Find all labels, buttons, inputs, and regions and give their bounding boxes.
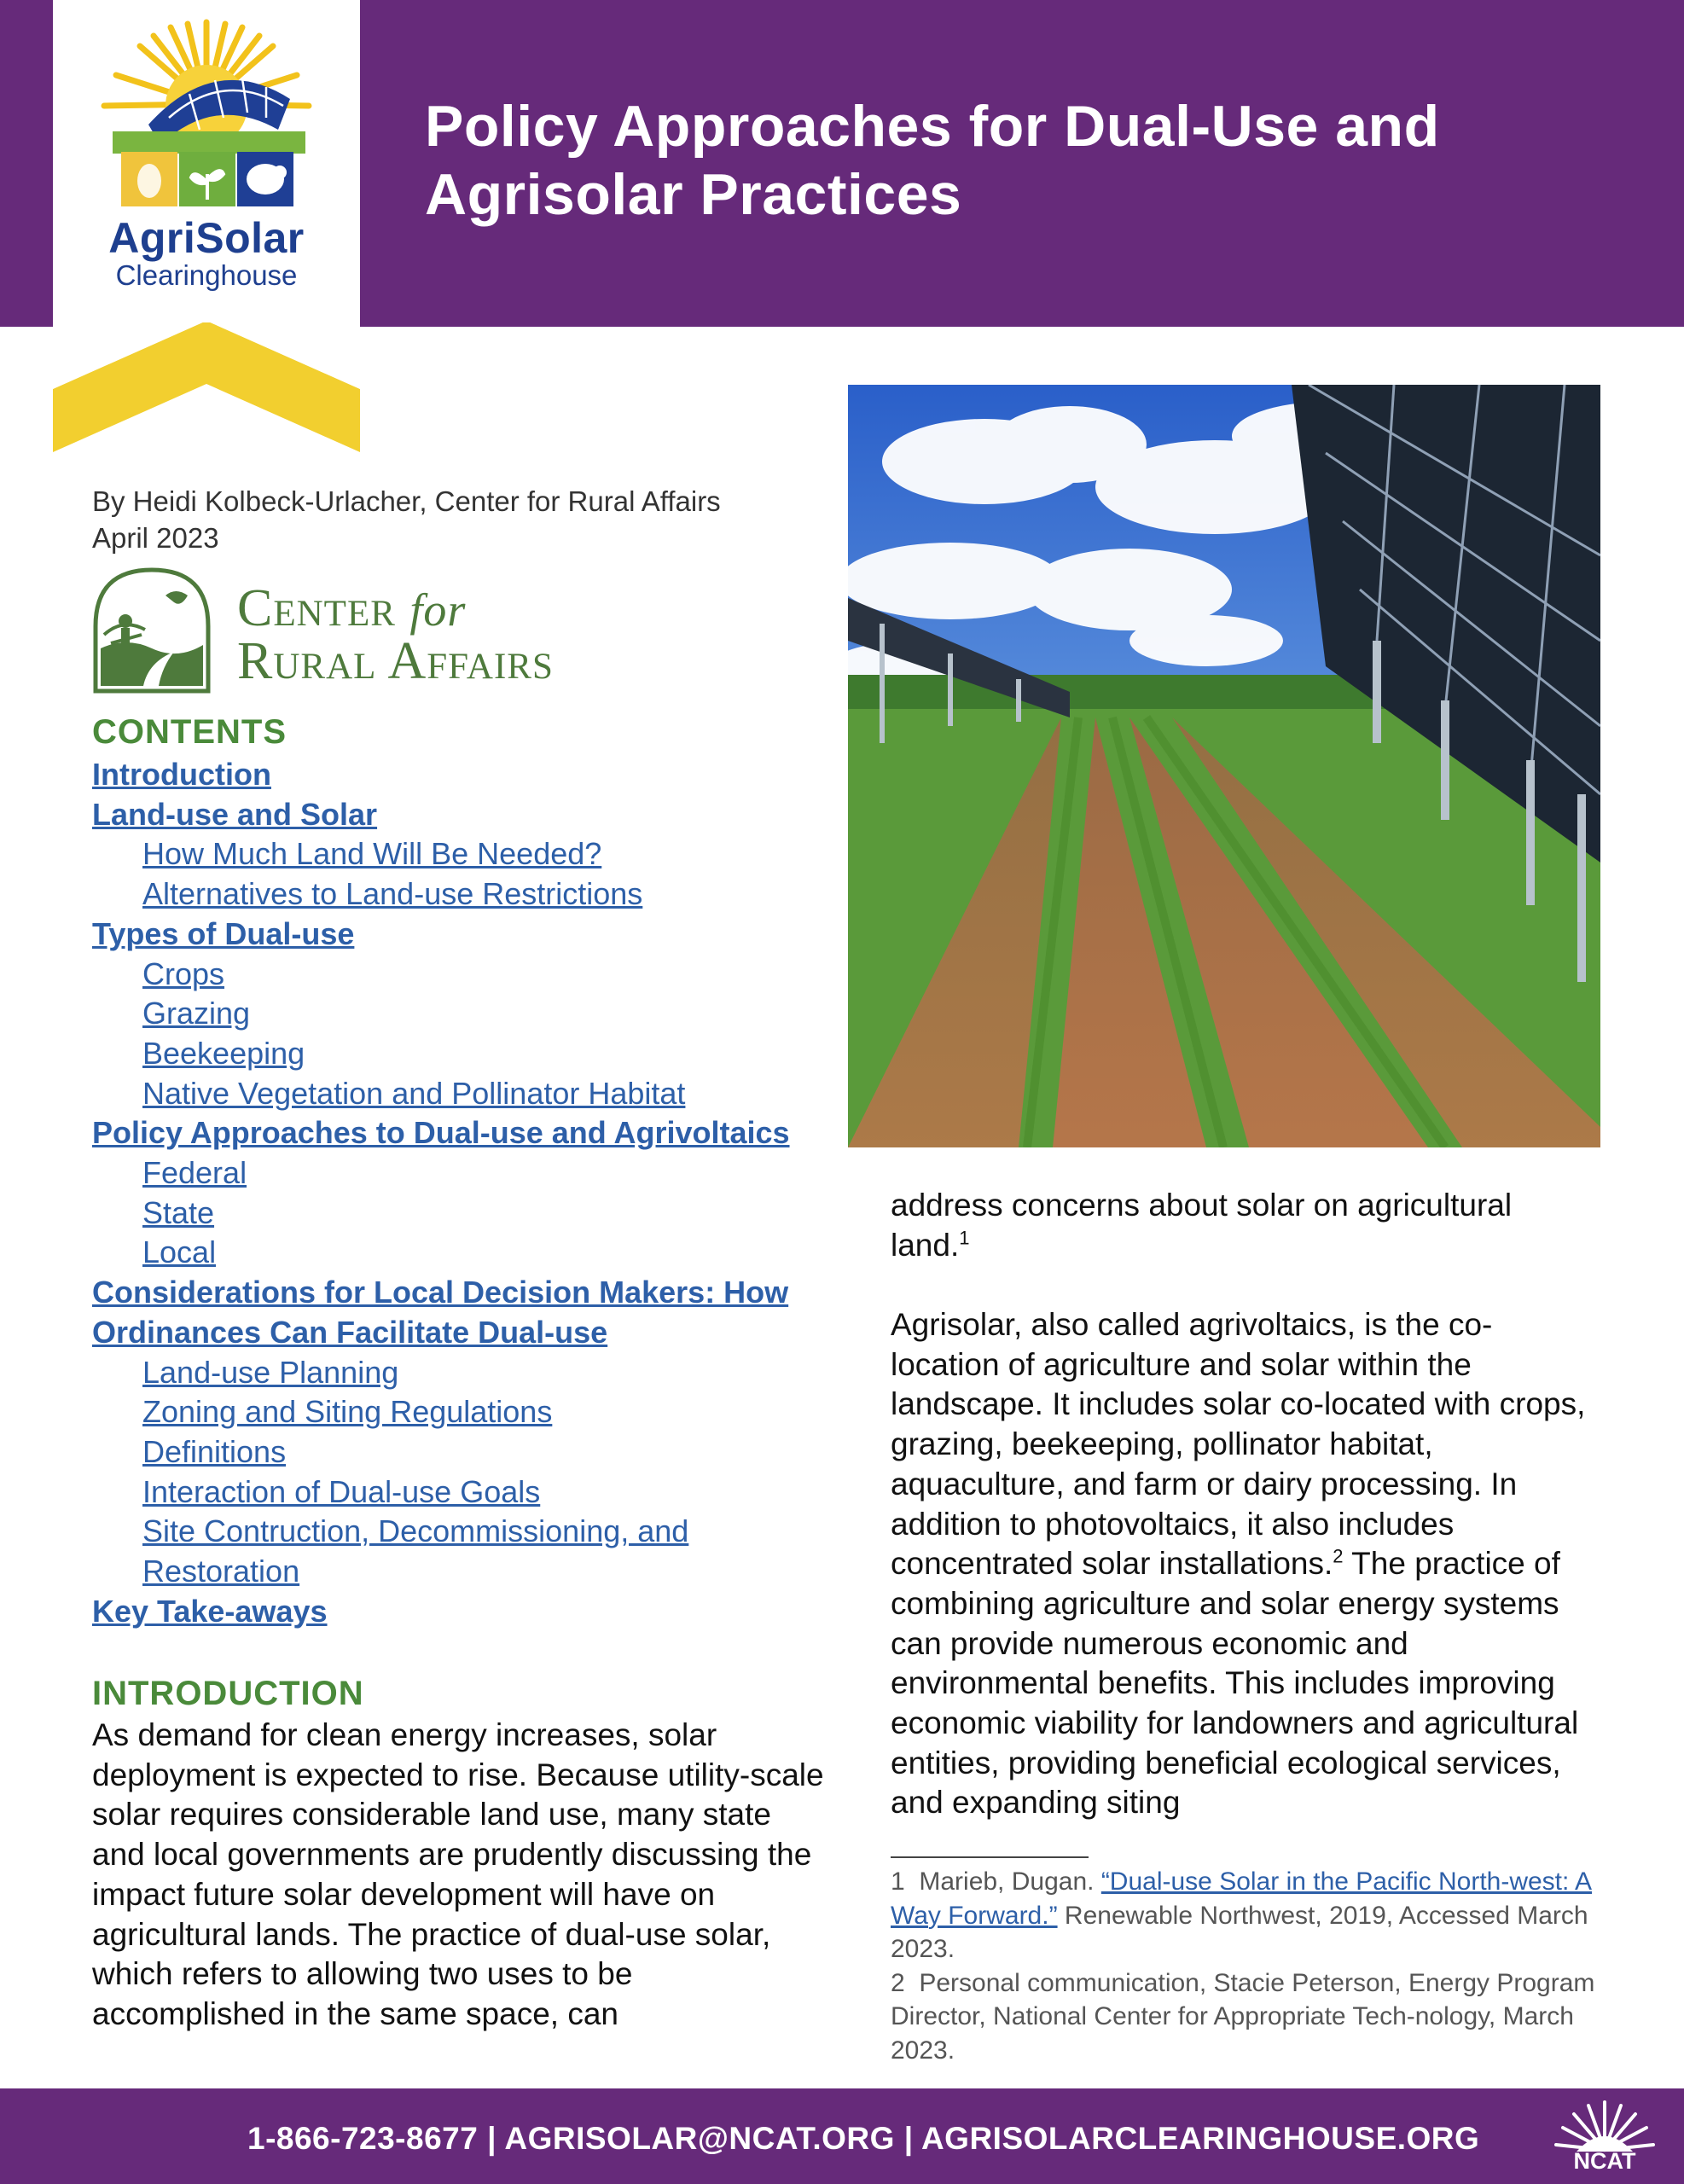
toc-item	[92, 1512, 826, 1552]
logo-subtitle: Clearinghouse	[115, 259, 298, 291]
toc-link[interactable]: Native Vegetation and Pollinator Habitat	[142, 1075, 686, 1111]
byline	[92, 483, 721, 556]
page-title	[425, 92, 1645, 229]
toc-item	[92, 755, 826, 795]
footnote-1-author: Marieb, Dugan.	[919, 1867, 1101, 1896]
agrivoltaic-field-photo	[848, 385, 1600, 1147]
footnote-1-link[interactable]: “Dual-use Solar in the Pacific North-west: A Way Forward.”	[891, 1867, 1593, 1930]
footnote-1-number: 1	[891, 1867, 905, 1896]
toc-link[interactable]: Alternatives to Land-use Restrictions	[142, 876, 643, 912]
toc-item	[92, 1353, 826, 1393]
toc-link[interactable]: Introduction	[92, 757, 271, 792]
cra-logo-line-2: Rural Affairs	[237, 632, 554, 690]
toc-item	[92, 1034, 826, 1074]
center-for-rural-affairs-logo	[92, 566, 631, 694]
toc-item	[92, 834, 826, 874]
toc-link[interactable]: State	[142, 1194, 215, 1230]
toc-link[interactable]: Considerations for Local Decision Makers: How	[92, 1275, 789, 1310]
toc-link[interactable]: Key Take-aways	[92, 1593, 328, 1629]
page-title-line-2: Agrisolar Practices	[425, 162, 962, 227]
footnote-2	[891, 1966, 1599, 2068]
toc-item	[92, 1592, 826, 1632]
agrisolar-definition-paragraph	[891, 1305, 1599, 1823]
continuation-text: address concerns about solar on agricultural land.	[891, 1188, 1513, 1263]
page-title-line-1: Policy Approaches for Dual-Use and	[425, 94, 1440, 159]
toc-link[interactable]: Land-use and Solar	[92, 796, 378, 832]
footnotes	[891, 1865, 1599, 2067]
toc-link[interactable]: Policy Approaches to Dual-use and Agrivoltaics	[92, 1115, 790, 1151]
agrisolar-logo	[53, 0, 360, 452]
toc-item	[92, 1432, 826, 1472]
toc-item	[92, 1194, 826, 1234]
introduction-paragraph: As demand for clean energy increases, solar deployment is expected to rise. Because utility-scale solar requires considerable land use, many state and local governments are prudently discussing the impact future solar development will have on agricultural lands. The practice of dual-use solar, which refers to allowing two uses to be accomplished in the same space, can	[92, 1717, 824, 2031]
contents-heading: CONTENTS	[92, 713, 287, 751]
toc-link[interactable]: Local	[142, 1234, 217, 1270]
table-of-contents	[92, 755, 826, 1631]
toc-link[interactable]: Site Contruction, Decommissioning, and	[142, 1513, 689, 1549]
toc-link[interactable]: Ordinances Can Facilitate Dual-use	[92, 1314, 608, 1350]
toc-link[interactable]: Definitions	[142, 1433, 287, 1469]
toc-item	[92, 1074, 826, 1114]
ncat-logo	[1551, 2099, 1658, 2181]
toc-link[interactable]: How Much Land Will Be Needed?	[142, 836, 602, 872]
toc-link[interactable]: Interaction of Dual-use Goals	[142, 1473, 541, 1509]
continuation-paragraph	[891, 1186, 1599, 1265]
ncat-wordmark: NCAT	[1573, 2148, 1636, 2174]
agrisolar-text-part-2: The practice of combining agriculture and solar energy systems can provide numerous economic and environmental benefits. This includes improving economic viability for landowners and agricultural entities, providing beneficial ecological services, and expanding siting	[891, 1546, 1579, 1821]
agrisolar-text-part-1: Agrisolar, also called agrivoltaics, is the co-location of agriculture and solar within the landscape. It includes solar co-located with crops, grazing, beekeeping, pollinator habitat, aquaculture, and farm or dairy processing. In addition to photovoltaics, it also includes concentrated solar installations.	[891, 1307, 1586, 1582]
footnote-1-source: Renewable Northwest, 2019, Accessed March 2023.	[891, 1901, 1588, 1963]
toc-item	[92, 1113, 826, 1153]
toc-item	[92, 874, 826, 915]
cra-logo-center: Center	[237, 579, 410, 637]
footer-contact-info: 1-866-723-8677 | AGRISOLAR@NCAT.ORG | AGRISOLARCLEARINGHOUSE.ORG	[247, 2121, 1480, 2156]
footnote-2-number: 2	[891, 1968, 905, 1997]
footnote-1	[891, 1865, 1599, 1966]
toc-item	[92, 1392, 826, 1432]
footnote-2-text: Personal communication, Stacie Peterson, Energy Program Director, National Center for Appropriate Tech-nology, March 2023.	[891, 1968, 1595, 2065]
publication-date: April 2023	[92, 522, 219, 554]
toc-item	[92, 795, 826, 835]
toc-item	[92, 955, 826, 995]
footnote-ref-1[interactable]: 1	[959, 1227, 970, 1249]
toc-link[interactable]: Zoning and Siting Regulations	[142, 1394, 553, 1430]
author-line: By Heidi Kolbeck-Urlacher, Center for Rural Affairs	[92, 485, 721, 517]
chevron-ribbon-icon	[53, 322, 360, 452]
toc-item	[92, 994, 826, 1034]
footnote-ref-2[interactable]: 2	[1333, 1545, 1344, 1567]
toc-item	[92, 1233, 826, 1273]
toc-link[interactable]: Federal	[142, 1155, 247, 1191]
introduction-heading: INTRODUCTION	[92, 1675, 364, 1712]
toc-link[interactable]: Grazing	[142, 996, 251, 1031]
cra-logo-line-1	[237, 578, 466, 639]
toc-item	[92, 1552, 826, 1592]
toc-item	[92, 1153, 826, 1194]
toc-link[interactable]: Land-use Planning	[142, 1354, 399, 1390]
toc-item	[92, 1313, 826, 1353]
footnote-divider	[891, 1856, 1089, 1858]
cra-logo-for: for	[409, 584, 467, 636]
toc-link[interactable]: Restoration	[142, 1554, 300, 1589]
toc-item	[92, 915, 826, 955]
sun-solar-farm-icon	[96, 17, 317, 215]
toc-item	[92, 1472, 826, 1513]
toc-link[interactable]: Types of Dual-use	[92, 915, 355, 951]
logo-wordmark: AgriSolar	[108, 214, 305, 262]
toc-item	[92, 1273, 826, 1313]
toc-link[interactable]: Crops	[142, 956, 225, 991]
toc-link[interactable]: Beekeeping	[142, 1035, 305, 1071]
farmer-landscape-icon	[92, 566, 212, 694]
